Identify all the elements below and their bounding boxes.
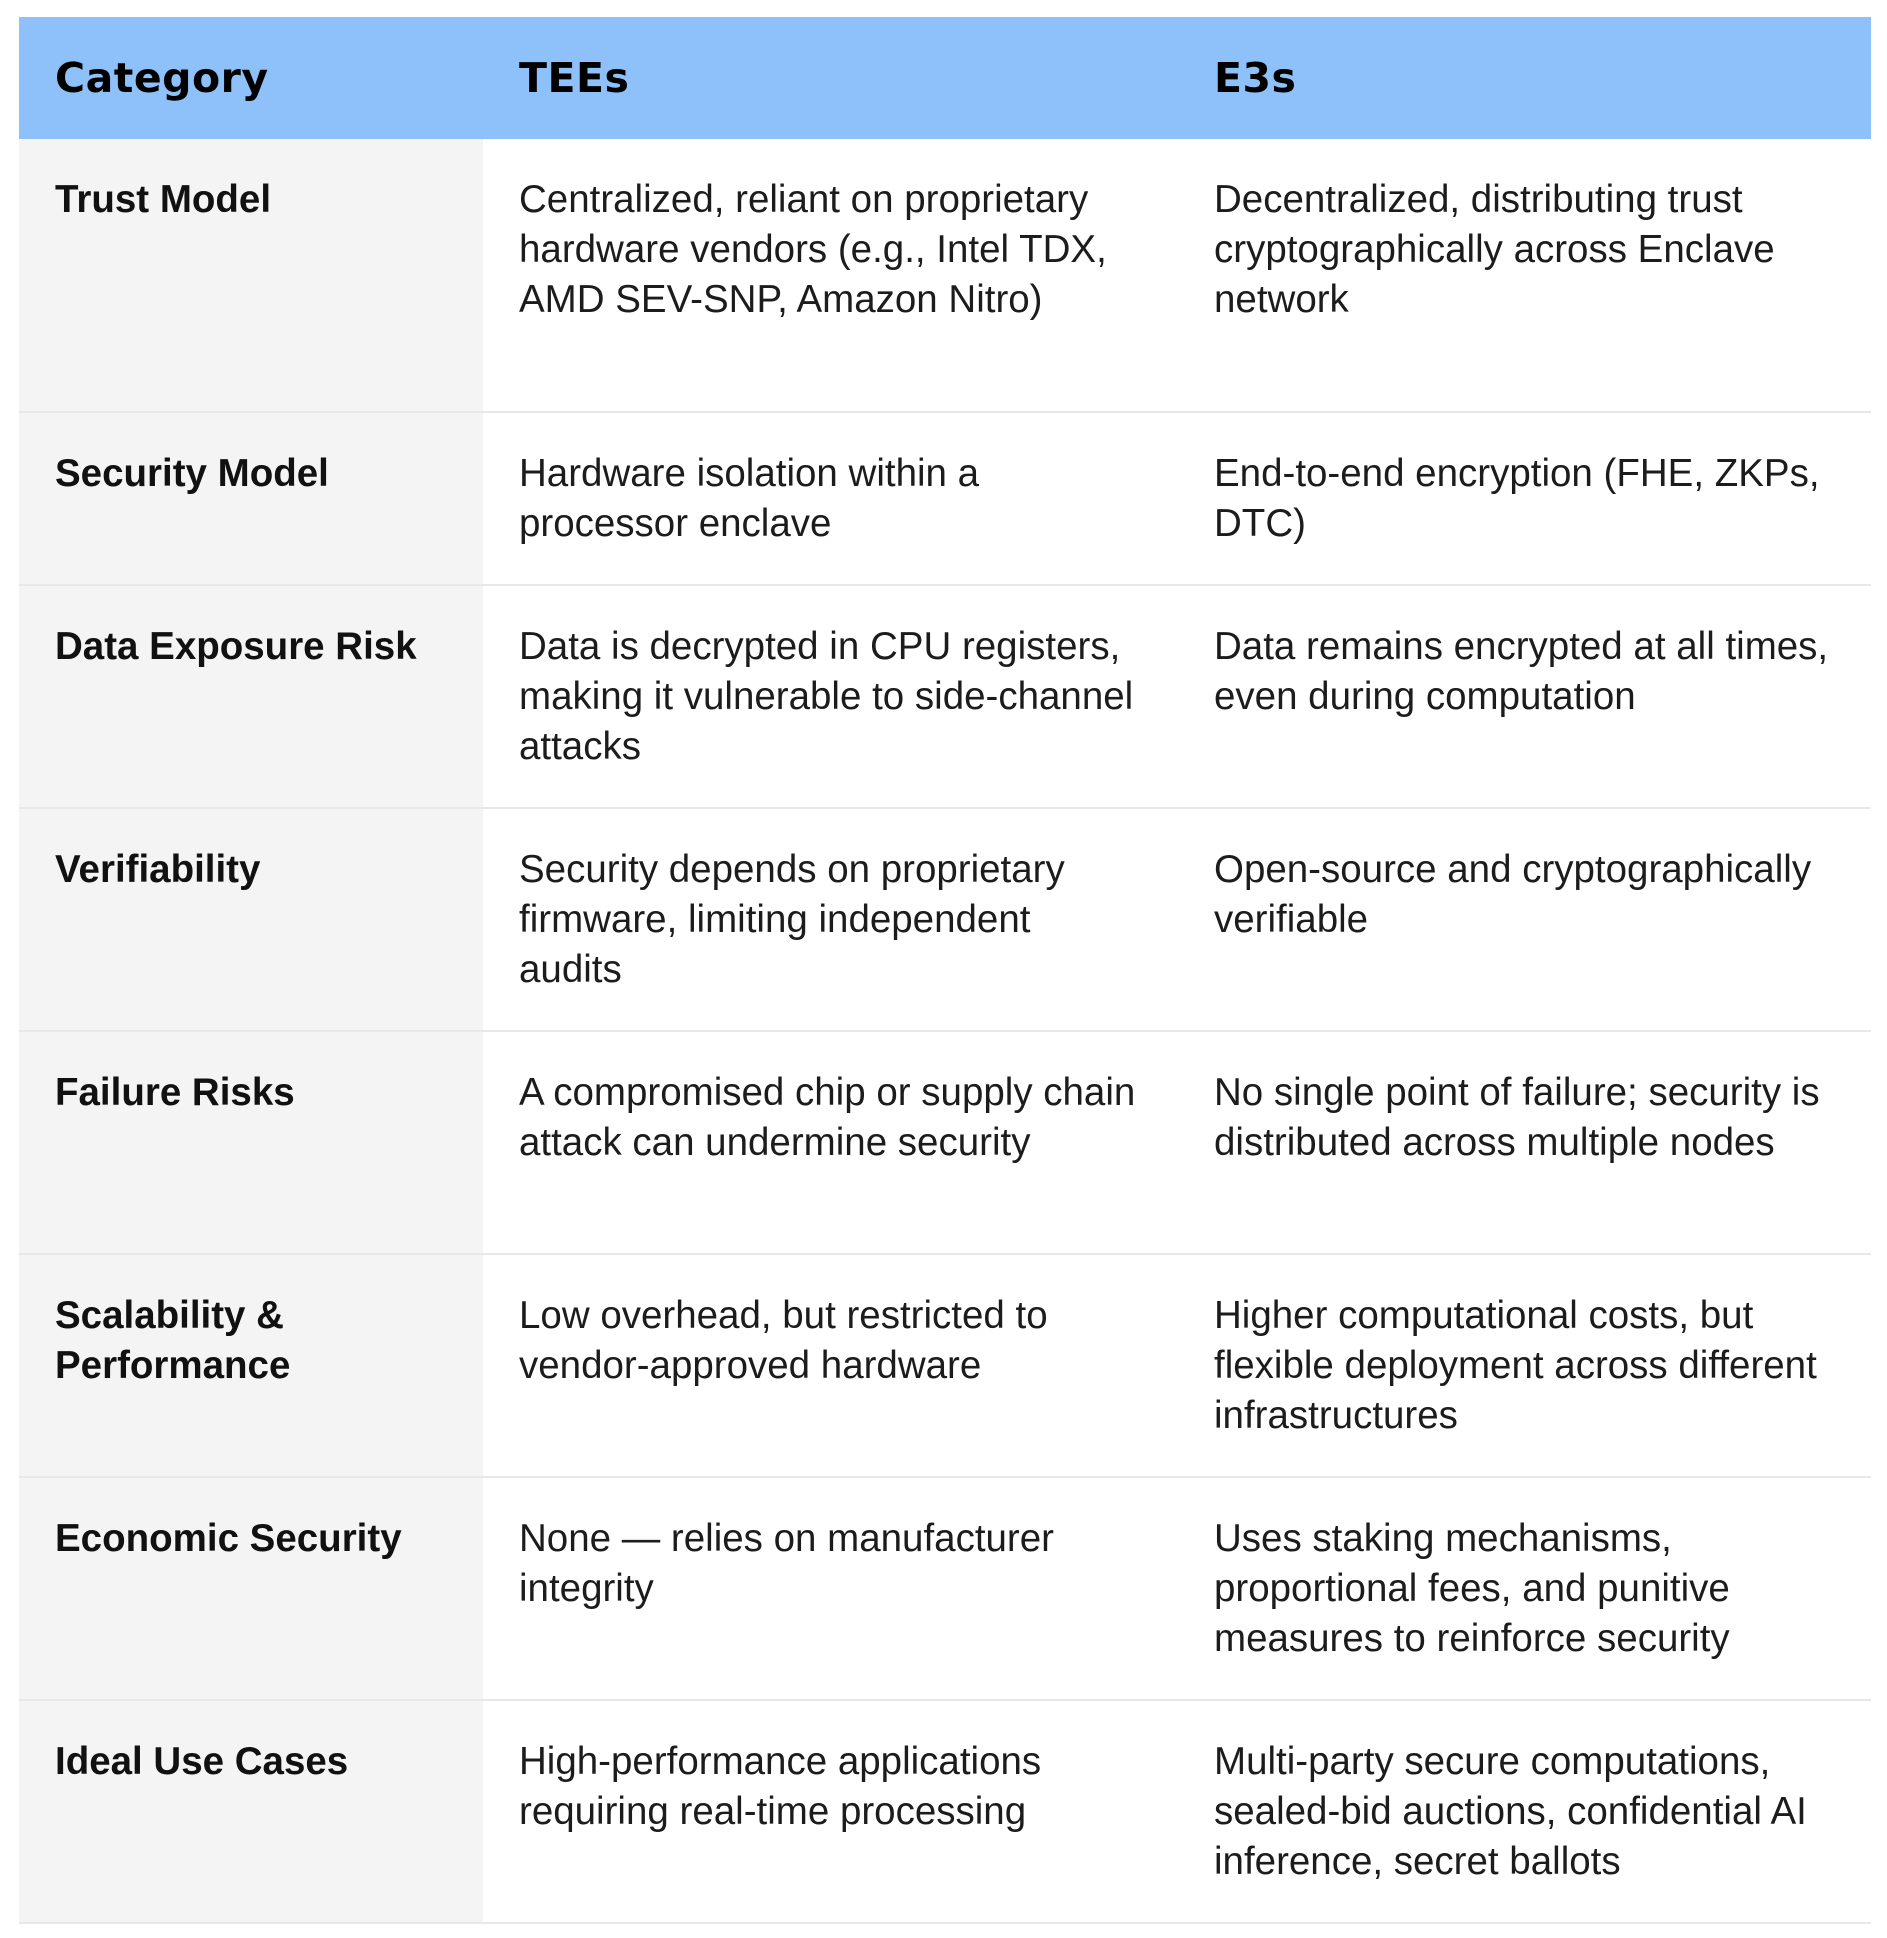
table-header: [19, 17, 1871, 139]
category-cell: Economic Security: [19, 1477, 483, 1700]
category-cell: Failure Risks: [19, 1031, 483, 1254]
table-row-economic-security: [19, 1477, 1871, 1700]
tees-cell: Data is decrypted in CPU registers, making it vulnerable to side-channel attacks: [483, 585, 1178, 808]
e3s-cell: Uses staking mechanisms, proportional fees, and punitive measures to reinforce security: [1178, 1477, 1871, 1700]
table-row-data-exposure-risk: [19, 585, 1871, 808]
category-cell: Ideal Use Cases: [19, 1700, 483, 1923]
tees-cell: High-performance applications requiring real-time processing: [483, 1700, 1178, 1923]
tees-cell: Security depends on proprietary firmware, limiting independent audits: [483, 808, 1178, 1031]
e3s-cell: Open-source and cryptographically verifiable: [1178, 808, 1871, 1031]
e3s-cell: Decentralized, distributing trust cryptographically across Enclave network: [1178, 139, 1871, 412]
header-category: Category: [19, 17, 483, 139]
e3s-cell: Data remains encrypted at all times, even during computation: [1178, 585, 1871, 808]
table-body: [19, 139, 1871, 1923]
header-tees: TEEs: [483, 17, 1178, 139]
tees-cell: Low overhead, but restricted to vendor-approved hardware: [483, 1254, 1178, 1477]
e3s-cell: No single point of failure; security is distributed across multiple nodes: [1178, 1031, 1871, 1254]
category-cell: Security Model: [19, 412, 483, 585]
header-e3s: E3s: [1178, 17, 1871, 139]
e3s-cell: Higher computational costs, but flexible deployment across different infrastructures: [1178, 1254, 1871, 1477]
category-cell: Trust Model: [19, 139, 483, 412]
table-row-verifiability: [19, 808, 1871, 1031]
e3s-cell: End-to-end encryption (FHE, ZKPs, DTC): [1178, 412, 1871, 585]
category-cell: Verifiability: [19, 808, 483, 1031]
table-row-failure-risks: [19, 1031, 1871, 1254]
tees-cell: A compromised chip or supply chain attack can undermine security: [483, 1031, 1178, 1254]
header-row: [19, 17, 1871, 139]
table-row-security-model: [19, 412, 1871, 585]
category-cell: Scalability & Performance: [19, 1254, 483, 1477]
tees-cell: None — relies on manufacturer integrity: [483, 1477, 1178, 1700]
tees-cell: Centralized, reliant on proprietary hardware vendors (e.g., Intel TDX, AMD SEV-SNP, Amazon Nitro): [483, 139, 1178, 412]
tees-cell: Hardware isolation within a processor enclave: [483, 412, 1178, 585]
comparison-table: [19, 17, 1871, 1924]
table-row-trust-model: [19, 139, 1871, 412]
category-cell: Data Exposure Risk: [19, 585, 483, 808]
table-row-scalability-performance: [19, 1254, 1871, 1477]
table-row-ideal-use-cases: [19, 1700, 1871, 1923]
e3s-cell: Multi-party secure computations, sealed-bid auctions, confidential AI inference, secret ballots: [1178, 1700, 1871, 1923]
